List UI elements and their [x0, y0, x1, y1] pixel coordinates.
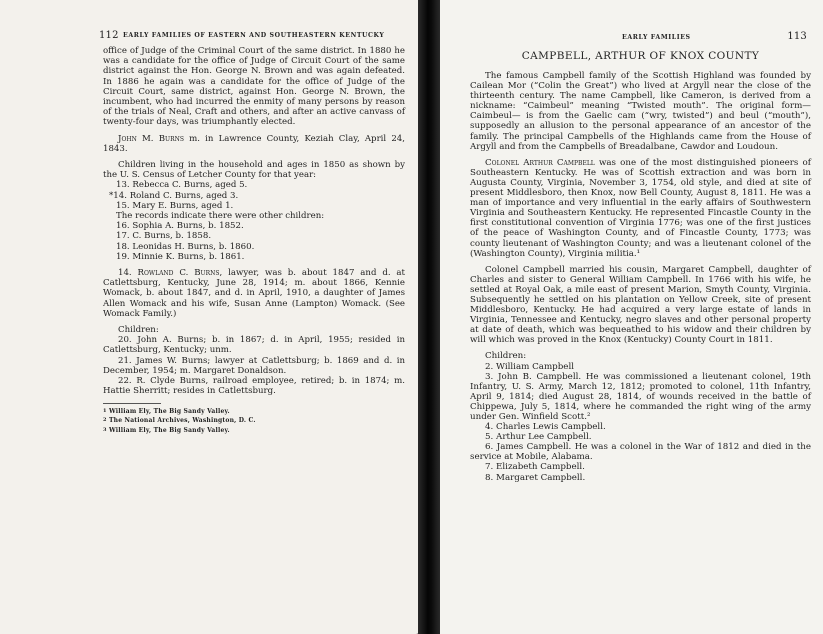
paragraph-colonel	[470, 158, 811, 259]
right-page	[440, 0, 823, 634]
paragraph-intro: The famous Campbell family of the Scottish Highland was founded by Cailean Mor (“Colin the Great”) who lived at Argyll near the close of the thirteenth century. The name Campbell, like Cameron, is derived from a nickname: “Caimbeul” meaning “Twisted mouth”. The original form—Caimbeul— is from the Gaelic cam (“wry, twisted”) and beul (“mouth”), supposedly an allusion to the personal appearance of an ancestor of the family. The principal Campbells of the Highlands came from the House of Argyll and from the Campbells of Breadalbane, Cawdor and Loudoun.	[470, 71, 811, 152]
list-item: 2. William Campbell	[485, 361, 575, 372]
footnote-mark: 3	[103, 426, 107, 433]
footnote	[103, 416, 405, 426]
list-item: 15. Mary E. Burns, aged 1.	[116, 200, 234, 211]
list-item: 18. Leonidas H. Burns, b. 1860.	[116, 241, 255, 252]
entry-number: 14.	[118, 268, 138, 279]
list-item: 16. Sophia A. Burns, b. 1852.	[116, 221, 244, 232]
footnote-text: The National Archives, Washington, D. C.	[106, 417, 256, 425]
page-number: 112	[99, 30, 119, 41]
list-item: 4. Charles Lewis Campbell.	[485, 422, 606, 433]
list-item: 22. R. Clyde Burns, railroad employee, retired; b. in 1874; m. Hattie Sherritt; resides in Catlettsburg.	[103, 376, 405, 397]
children-label: Children:	[118, 325, 159, 336]
footnote-divider	[103, 403, 161, 404]
book-gutter	[418, 0, 440, 634]
list-item: 6. James Campbell. He was a colonel in the War of 1812 and died in the service at Mobile, Alabama.	[470, 442, 811, 463]
list-item: 19. Minnie K. Burns, b. 1861.	[116, 251, 245, 262]
right-page-header	[470, 30, 811, 44]
paragraph-text: m. in Lawrence County, Keziah Clay, April 24, 1843.	[103, 133, 405, 154]
running-head: EARLY FAMILIES	[622, 34, 691, 41]
list-item: 17. C. Burns, b. 1858.	[116, 231, 212, 242]
paragraph-text: was one of the most distinguished pioneers of Southeastern Kentucky. He was of Scottish extraction and was born in Augusta County, Virginia, November 3, 1754, old style, and died at site of present Middlesboro, then Knox, now Bell County, August 8, 1811. He was a man of importance and very influential in the early affairs of Southwestern Virginia and Southeastern Kentucky. He represented Fincastle County in the first constitutional convention of Virginia 1776; was one of the first justices of the peace of Washington County, and of Fincastle County, 1773; was county lieutenant of Washington County; and was a lieutenant colonel of the (Washington County), Virginia militia.¹	[470, 157, 811, 259]
list-item: 3. John B. Campbell. He was commissioned a lieutenant colonel, 19th Infantry, U. S. Army, March 12, 1812; promoted to colonel, 11th Infantry, April 9, 1814; died August 28, 1814, of wounds received in the battle of Chippewa, July 5, 1814, where he commanded the right wing of the army under Gen. Winfield Scott.²	[470, 371, 811, 422]
paragraph-john-burns	[103, 134, 405, 154]
paragraph-records-intro: The records indicate there were other children:	[116, 211, 325, 222]
footnote-text: William Ely, The Big Sandy Valley.	[106, 426, 230, 434]
paragraph-marriage: Colonel Campbell married his cousin, Margaret Campbell, daughter of Charles and sister to General William Campbell. In 1766 with his wife, he settled at Royal Oak, a mile east of present Marion, Smyth County, Virginia. Subsequently he settled on his plantation on Yellow Creek, site of present Middlesboro, Kentucky. He had acquired a very large estate of lands in Virginia, Tennessee and Kentucky, negro slaves and other personal property at date of death, which was bequeathed to his widow and their children by will which was proved in the Knox (Kentucky) County Court in 1811.	[470, 264, 811, 346]
footnote	[103, 426, 405, 436]
paragraph-rowland-burns	[103, 268, 405, 319]
footnote-mark: 1	[103, 407, 107, 414]
person-name: John M. Burns	[118, 133, 184, 144]
list-item: 5. Arthur Lee Campbell.	[485, 432, 592, 443]
list-item: 7. Elizabeth Campbell.	[485, 462, 585, 473]
paragraph-census-intro: Children living in the household and ages in 1850 as shown by the U. S. Census of Letcher County for that year:	[103, 160, 405, 181]
section-title: CAMPBELL, ARTHUR OF KNOX COUNTY	[521, 50, 760, 62]
list-item: *14. Roland C. Burns, aged 3.	[109, 190, 239, 201]
page-number: 113	[787, 31, 807, 42]
footnote	[103, 407, 405, 417]
paragraph-text: , lawyer, was b. about 1847 and d. at Catlettsburg, Kentucky, June 28, 1914; m. about 1866, Kennie Womack, b. about 1847, and d. in April, 1910, a daughter of James Allen Womack and his wife, Susan Anne (Lampton) Womack. (See Womack Family.)	[103, 268, 405, 319]
paragraph-judge: office of Judge of the Criminal Court of the same district. In 1880 he was a candidate for the office of Judge of Circuit Court of the same district against the Hon. George N. Brown and was again defeated. In 1886 he again was a candidate for the office of Judge of the Circuit Court, same district, against Hon. George N. Brown, the incumbent, who had incurred the enmity of many persons by reason of the trials of Neal, Craft and others, and after an active canvass of twenty-four days, was triumphantly elected.	[103, 46, 405, 128]
left-page-header	[99, 30, 405, 44]
list-item: 21. James W. Burns; lawyer at Catlettsburg; b. 1869 and d. in December, 1954; m. Margaret Donaldson.	[103, 355, 405, 376]
list-item: 8. Margaret Campbell.	[485, 472, 586, 483]
children-label: Children:	[485, 351, 527, 362]
footnote-text: William Ely, The Big Sandy Valley.	[106, 407, 230, 415]
list-item: 20. John A. Burns; b. in 1867; d. in April, 1955; resided in Catlettsburg, Kentucky; unm.	[103, 335, 405, 356]
person-name: Rowland C. Burns	[137, 268, 220, 279]
running-head: EARLY FAMILIES OF EASTERN AND SOUTHEASTERN KENTUCKY	[123, 32, 385, 39]
list-item: 13. Rebecca C. Burns, aged 5.	[116, 180, 248, 191]
person-name: Colonel Arthur Campbell	[485, 157, 595, 168]
footnote-mark: 2	[103, 417, 107, 424]
